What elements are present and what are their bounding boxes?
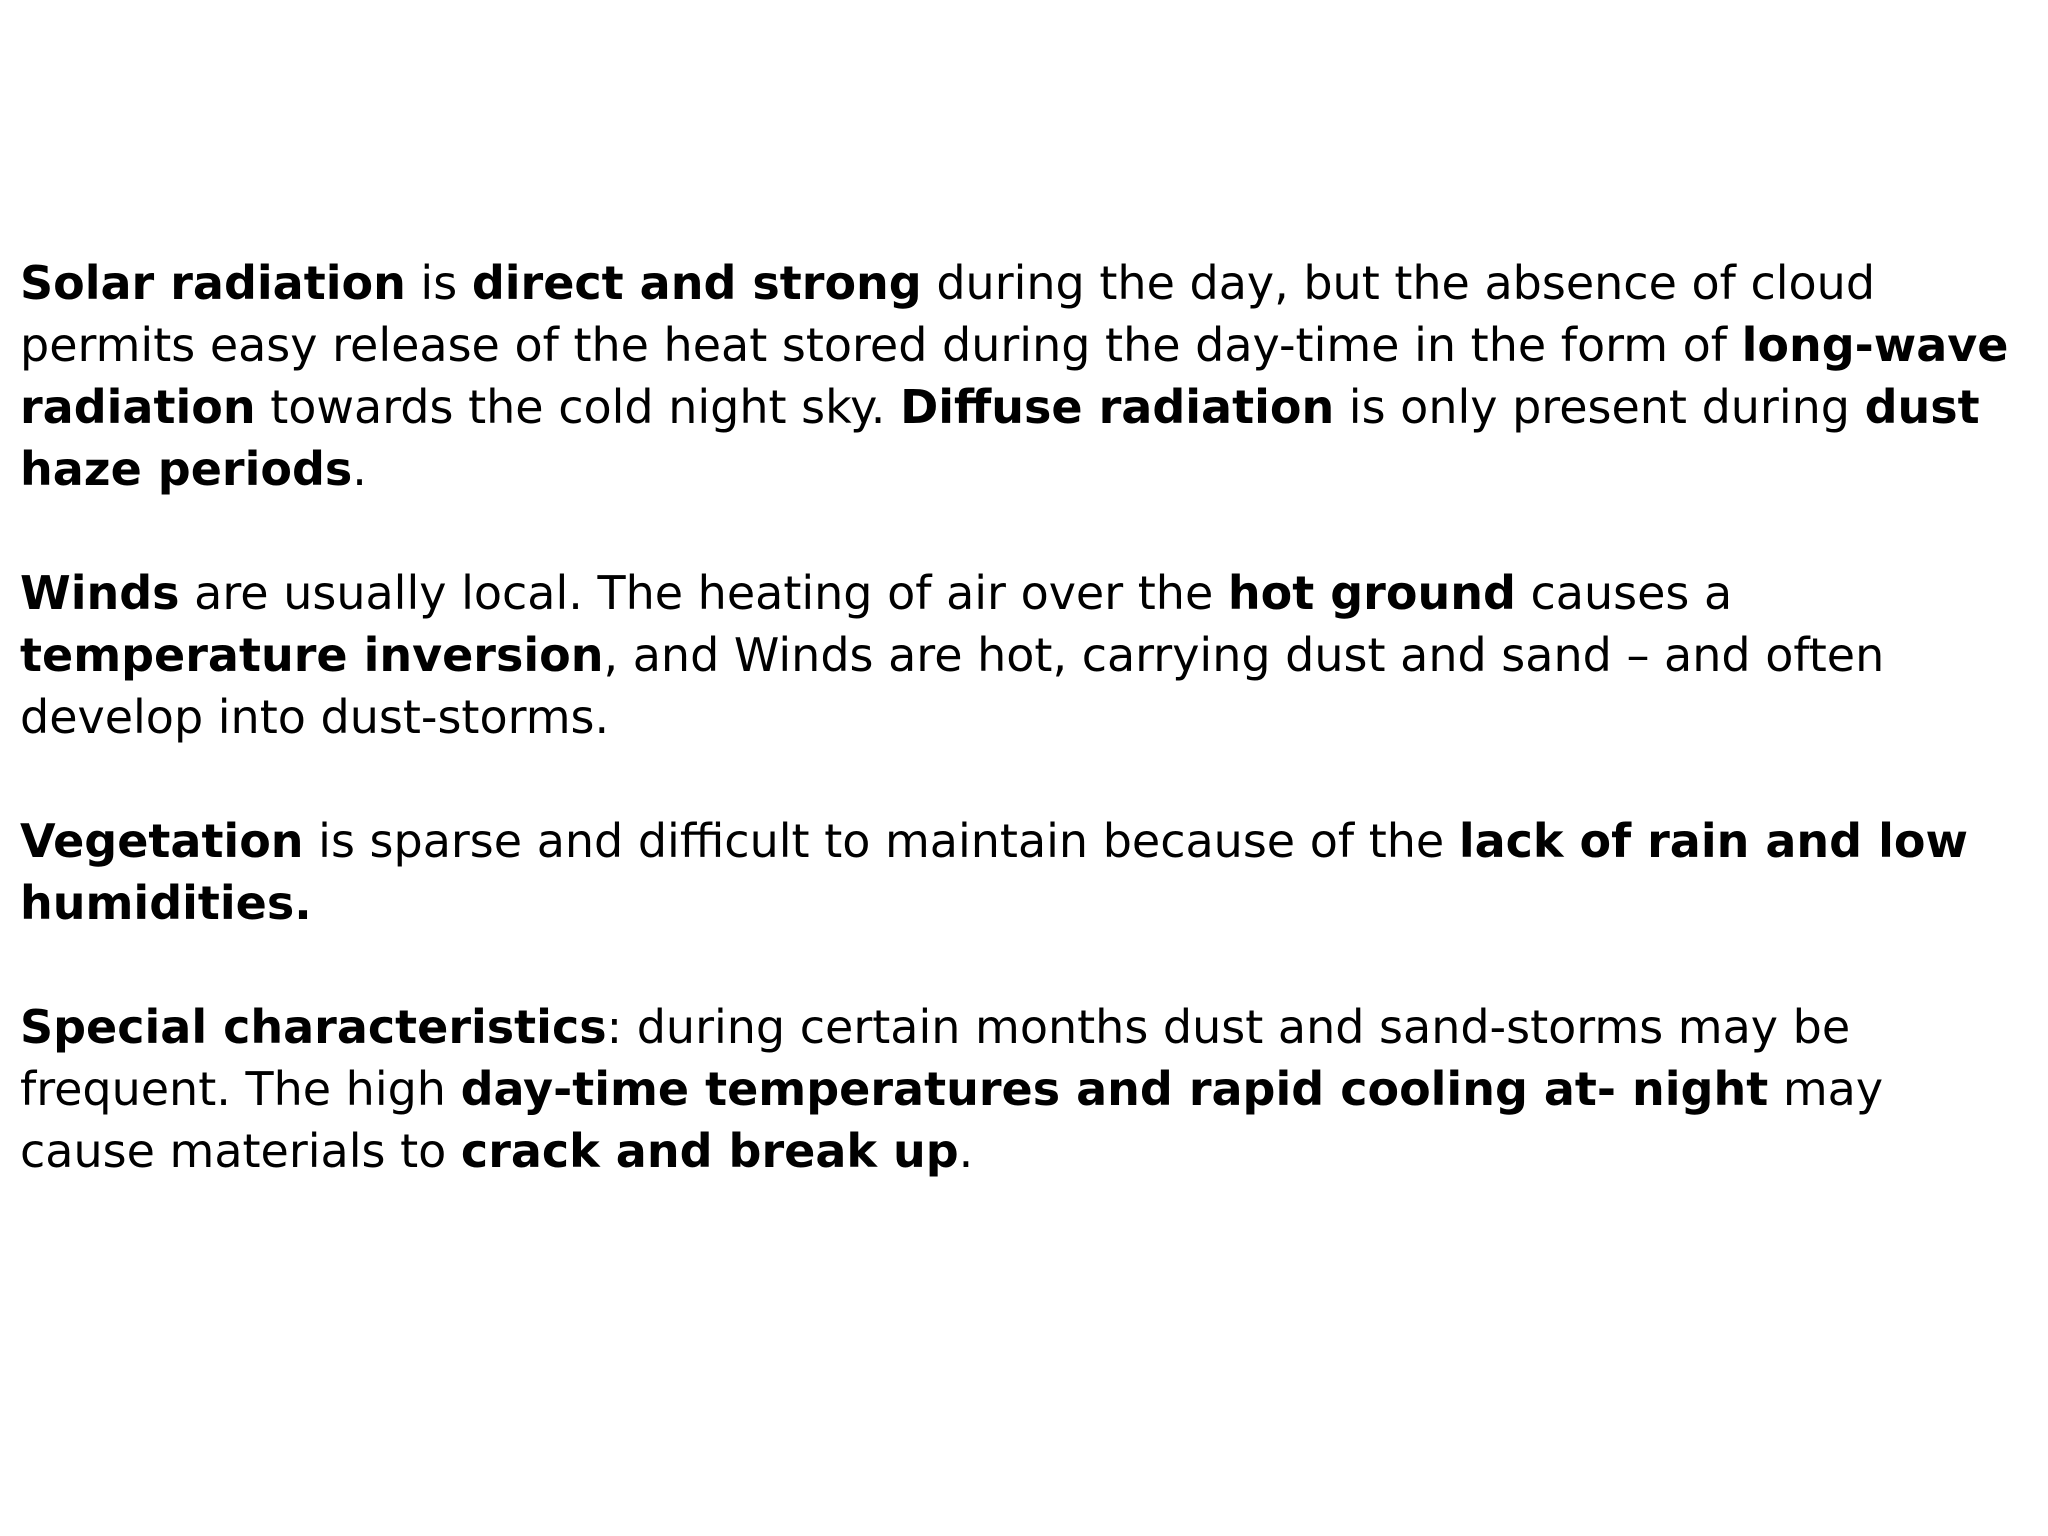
text-segment: are usually local. The heating of air over the (179, 566, 1228, 620)
text-segment: Winds (20, 566, 180, 620)
text-segment: temperature inversion (20, 628, 604, 682)
text-segment: towards the cold night sky. (255, 380, 901, 434)
paragraph-vegetation (20, 810, 2030, 934)
text-segment: dust haze periods (20, 380, 1980, 496)
text-segment: Diffuse radiation (900, 380, 1335, 434)
text-segment: lack of rain and low humidities. (20, 814, 1968, 930)
text-segment: day-time temperatures and rapid cooling at- night (460, 1062, 1769, 1116)
paragraph-special-characteristics (20, 996, 2030, 1182)
text-segment: Special characteristics (20, 1000, 607, 1054)
text-segment: : during certain months dust and sand-storms may be frequent. The high (20, 1000, 1851, 1116)
body-text (20, 252, 2030, 1244)
text-segment: . (352, 442, 367, 496)
text-segment: may cause materials to (20, 1062, 1884, 1178)
paragraph-winds (20, 562, 2030, 748)
text-segment: Solar radiation (20, 256, 406, 310)
text-segment: is (405, 256, 472, 310)
text-segment: causes a (1515, 566, 1733, 620)
text-segment: is only present during (1334, 380, 1865, 434)
text-segment: direct and strong (471, 256, 922, 310)
text-segment: is sparse and difficult to maintain because of the (303, 814, 1459, 868)
text-segment: long-wave radiation (20, 318, 2009, 434)
text-segment: hot ground (1227, 566, 1516, 620)
text-segment: during the day, but the absence of cloud permits easy release of the heat stored during the day-time in the form of (20, 256, 1876, 372)
text-segment: crack and break up (460, 1124, 959, 1178)
text-segment: Vegetation (20, 814, 304, 868)
text-segment: , and Winds are hot, carrying dust and sand – and often develop into dust-storms. (20, 628, 1885, 744)
paragraph-solar-radiation (20, 252, 2030, 500)
text-segment: . (958, 1124, 974, 1178)
